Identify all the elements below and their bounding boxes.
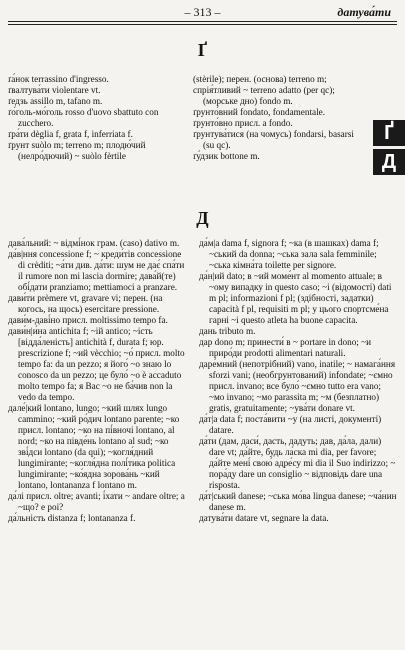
entry: ґвалтува́ти violentare vt.	[8, 85, 101, 95]
entry: ґрунто́вний fondato, fondamentale.	[193, 107, 326, 117]
entry: да́н|ий dato; в ~ий моме́нт al momento attuale; в ~ому випадку in questo caso; ~і (відомості) dati m pl; informazioni f pl; (здібності, задатки) capacità f pl, requisiti m pl; у цього спортсме́на гарні ~і questo atleta ha buone capacita.	[199, 271, 392, 325]
thumb-tab-d: Д	[373, 149, 405, 175]
section-g-left-column	[8, 74, 184, 162]
entry: ґрунт suòlo m; terreno m; плодю́чий (нелро́дючий) ~ suòlo fèrtile	[8, 140, 146, 161]
entry: да́т|а data f; поста́вити ~у (на листі, документі) datare.	[199, 414, 382, 435]
entry: ґа́нок terrassino d'ingresso.	[8, 74, 109, 84]
page-header	[0, 0, 405, 22]
entry: дава́льний: ~ відмі́нок грам. (caso) dativo m.	[8, 238, 180, 248]
entry: дар dono m; принести́ в ~ portare in dono; ~и приро́ди prodotti alimentari naturali.	[199, 337, 372, 358]
entry: ґрунто́вно присл. a fondo.	[193, 118, 293, 128]
entry: датува́ти datare vt, segnare la data.	[199, 513, 329, 523]
entry: да́м|а dama f, signora f; ~ка (в шашках) dama f; ~ський da donna; ~ська зала sala femminile; ~ська кімна́та toilette per signore.	[199, 238, 379, 270]
entry: (stèrile); перен. (основа) terreno m;	[193, 74, 327, 84]
page-number: – 313 –	[184, 5, 221, 19]
section-letter-d: Д	[196, 208, 209, 228]
entry: даре́мний (непотрібний) vano, inatile; ~ намага́ння sforzi vani; (необгрунтований) infondate; ~ємно присл. invano; все було́ ~ємно tutto era vano; ~мо invano; ~мо parassita m; ~м (безплатно) gratis, gratuitamente; ~ува́ти donare vt.	[199, 359, 396, 413]
entry: дань tributo m.	[199, 326, 256, 336]
entry: да́ти (дам, даси́, дасть, дадуть; дав, да́ла, дали) dare vt; да́йте, будь ла́ска mi dia, per favore; да́йте мені́ свою́ адре́су mi dia il Suo indirizzo; ~ пора́ду dare un consiglio ~ відповідь dare una risposta.	[199, 436, 396, 490]
entry: спрія́тливий ~ terreno adatto (per qc); (морське дно) fondo m.	[193, 85, 335, 106]
entry: дале́|кий lontano, lungo; ~кий шлях lungo cammino; ~кий ро́дич lontano parente; ~ко присл. lontano; ~ко на пі́вночі lontano, al nord; ~ко на півде́нь lontano al sud; ~ко зві́дси lontano (da qui); ~когля́дний lungimirante; ~когля́дна полі́тика politica lungimirante; ~ко́ядна зорова́нь ~кий lontano, lontananza f lontano m.	[8, 403, 180, 490]
entry: дави́н|и́на antichita f; ~ій antico; ~ість [відда́леність] antichità f, durata f; юр. prescrizione f; ~ий vècchio; ~о́ присл. molto tempo fa: da un pezzo; я його́ ~о знаю lo conosco da un pezzo; це було́ ~о è accaduto molto tempo fa; я Вас ~о не ба́чив non la vedo da tempo.	[8, 326, 185, 402]
entry: ґедзь assillo m, tafano m.	[8, 96, 103, 106]
entry: да́лі присл. oltre; avanti; і́хати ~ andare oltre; а ~що? e poi?	[8, 491, 185, 512]
entry: ґра́ти dèglia f, grata f, inferriata f.	[8, 129, 133, 139]
header-rule-secondary	[8, 24, 397, 25]
entry: да́льність distanza f; lontananza f.	[8, 513, 136, 523]
entry: дави́ти prèmere vt, gravare vi; перен. (на когось, на щось) esercitare pressione.	[8, 293, 163, 314]
entry: дави́м-даві́но присл. moltissimo tempo fa.	[8, 315, 168, 325]
section-g-right-column	[193, 74, 355, 162]
header-rule	[8, 21, 397, 22]
section-d-right-column	[199, 238, 397, 524]
entry: да́т|ський danese; ~ська мо́ва lingua danese; ~ча́нин danese m.	[199, 491, 397, 512]
entry: да́в|ння concessione f; ~ креди́тів concessione di crèditi; ~а́ти див. да́ти: шум не дає́ спа́ти il rumore non mi lascia dormire; дава́й(те) обі́дати pranziamo; mettiamoci a pranzare.	[8, 249, 185, 292]
section-letter-g: Ґ	[197, 40, 208, 60]
thumb-index	[373, 120, 405, 178]
thumb-tab-g: Ґ	[373, 120, 405, 146]
section-d-left-column	[8, 238, 190, 524]
entry: ґо́голь-мо́голь rosso d'uovo sbattuto con zucchero.	[8, 107, 159, 128]
running-head-word: датува́ти	[337, 5, 391, 19]
entry: ґу́дзик bottone m.	[193, 151, 260, 161]
entry: ґрунтува́тися (на чомусь) fondarsi, basarsi (su qc).	[193, 129, 354, 150]
